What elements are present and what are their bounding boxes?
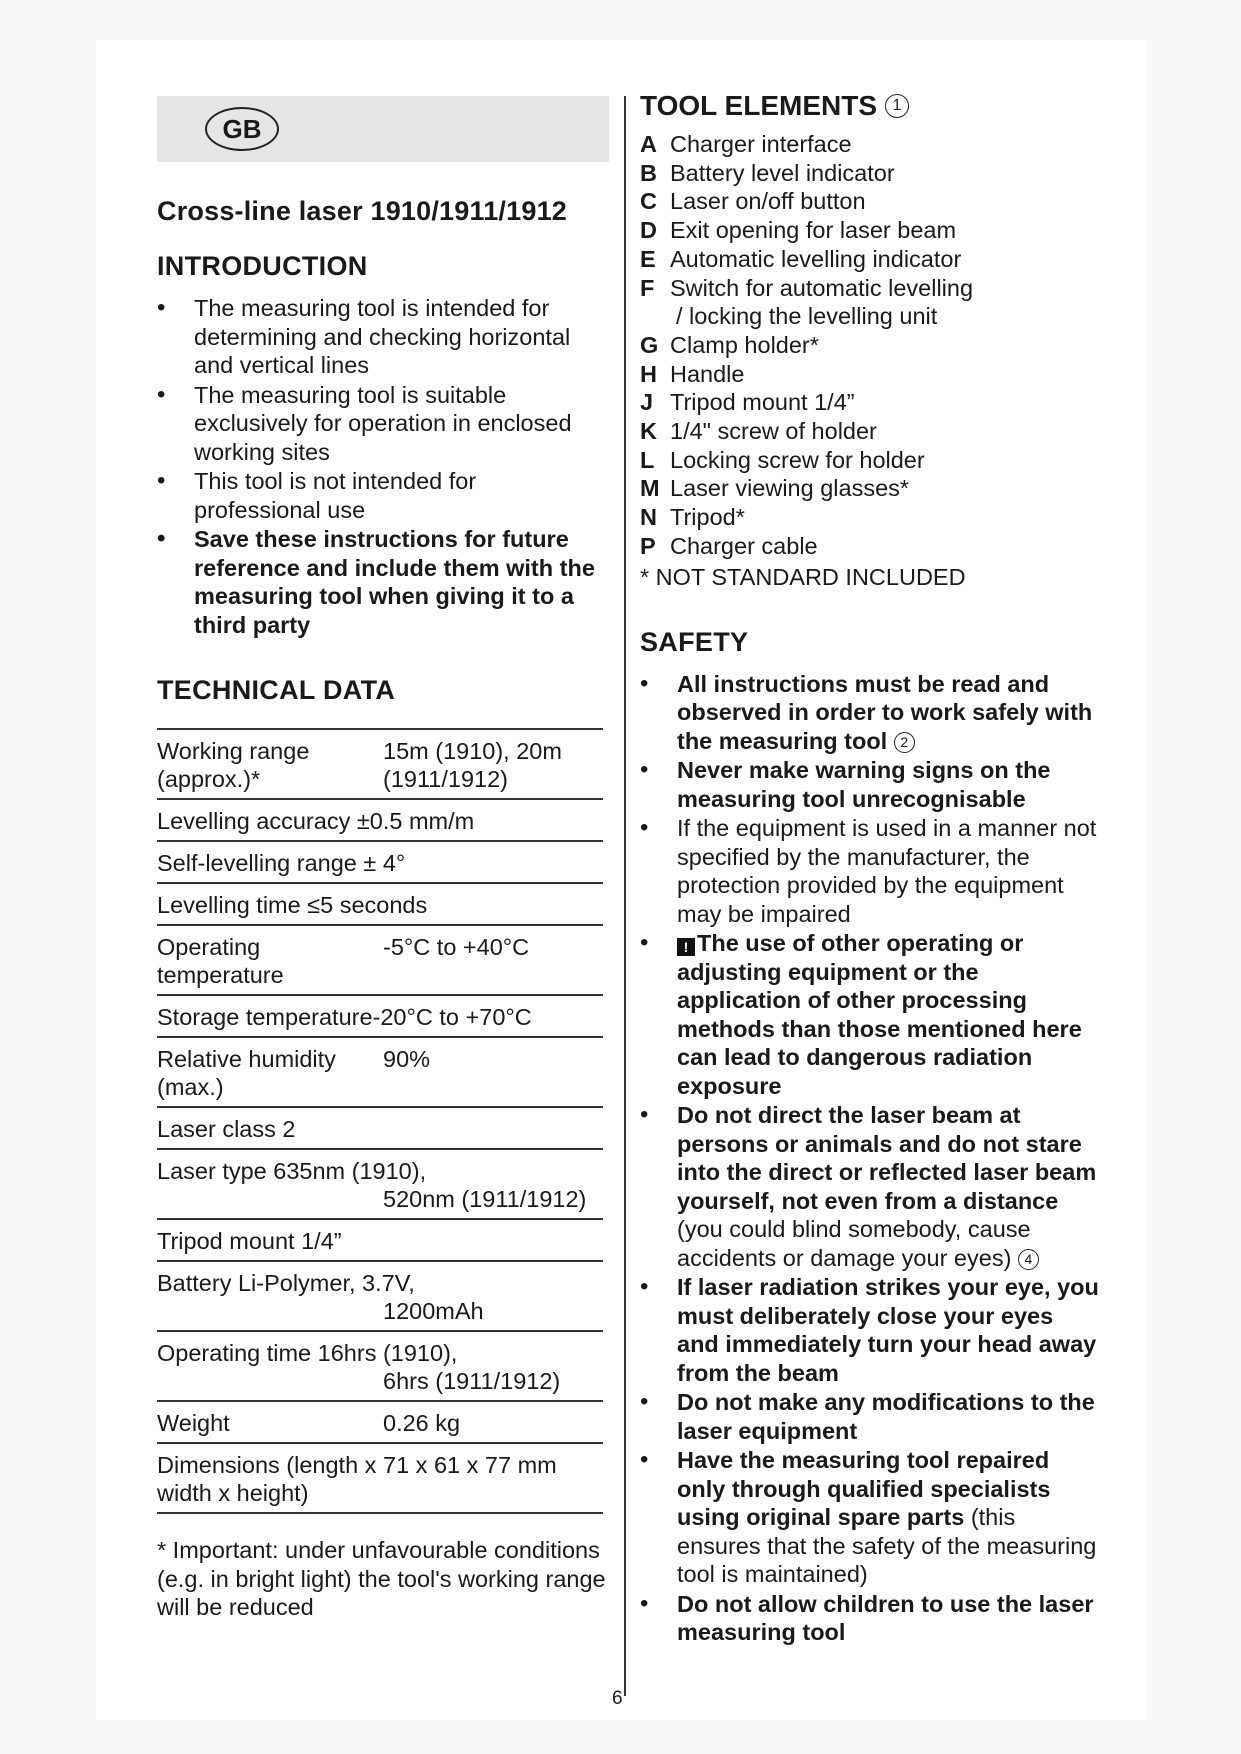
element-label: Tripod mount 1/4”: [670, 389, 855, 416]
element-label: Laser on/off button: [670, 188, 866, 215]
element-label: Battery level indicator: [670, 159, 895, 186]
element-letter: P: [640, 532, 656, 559]
safety-bold-text: All instructions must be read and observed in order to work safely with the measuring tool: [677, 670, 1093, 754]
table-row: [157, 799, 603, 841]
table-row: [157, 1107, 603, 1149]
spec-label: Levelling accuracy ±0.5 mm/m: [157, 799, 603, 841]
table-row: [157, 1261, 603, 1331]
list-item: [640, 245, 1100, 274]
list-item: [640, 814, 1100, 928]
element-label: Clamp holder*: [670, 331, 819, 358]
figure-ref-icon: 4: [1018, 1249, 1039, 1270]
list-item: [640, 159, 1100, 188]
spec-label: Levelling time ≤5 seconds: [157, 883, 603, 925]
list-item: [640, 1388, 1100, 1445]
element-letter: N: [640, 504, 657, 531]
list-item: [640, 756, 1100, 813]
figure-ref-icon: 2: [894, 732, 915, 753]
table-row: [157, 1219, 603, 1261]
spec-label: Operating time 16hrs (1910),: [157, 1340, 458, 1366]
safety-heading: SAFETY: [640, 626, 749, 657]
table-row: [157, 995, 603, 1037]
element-label: Tripod*: [670, 504, 745, 531]
spec-value: 15m (1910), 20m (1911/1912): [383, 729, 603, 799]
element-letter: D: [640, 217, 657, 244]
list-item: [640, 360, 1100, 389]
element-label: Charger cable: [670, 532, 818, 559]
table-row: [157, 1149, 603, 1219]
figure-ref-icon: 1: [885, 94, 909, 118]
safety-bold-text: Have the measuring tool repaired only through qualified specialists using original spare parts: [677, 1447, 1051, 1531]
element-label: 1/4" screw of holder: [670, 418, 877, 445]
table-row: [157, 925, 603, 995]
list-item: [640, 1101, 1100, 1272]
safety-text: (you could blind somebody, cause accidents or damage your eyes): [677, 1216, 1031, 1271]
element-letter: C: [640, 188, 657, 215]
spec-label: Working range (approx.)*: [157, 729, 383, 799]
list-item: • This tool is not intended for professional use: [157, 467, 609, 524]
table-row: [157, 841, 603, 883]
safety-bold-text: Do not direct the laser beam at persons or animals and do not stare into the direct or reflected laser beam yourself, not even from a distance: [677, 1102, 1097, 1214]
spec-value: 71 x 61 x 77 mm: [383, 1443, 603, 1513]
spec-label: Relative humidity (max.): [157, 1037, 383, 1107]
element-letter: H: [640, 360, 657, 387]
element-label: Charger interface: [670, 131, 852, 157]
list-item: [640, 446, 1100, 475]
language-badge: GB: [205, 107, 279, 151]
spec-label: Battery Li-Polymer, 3.7V,: [157, 1270, 415, 1296]
list-item: [640, 130, 1100, 159]
spec-label: Tripod mount 1/4”: [157, 1219, 603, 1261]
list-item: • The measuring tool is intended for determining and checking horizontal and vertical lines: [157, 294, 609, 380]
element-letter: E: [640, 245, 656, 272]
column-divider: [624, 96, 626, 1696]
introduction-list: [157, 294, 609, 639]
table-row: [157, 1401, 603, 1443]
spec-value: 6hrs (1911/1912): [383, 1368, 561, 1394]
element-letter: F: [640, 274, 655, 301]
list-item: [640, 417, 1100, 446]
list-item: • The measuring tool is suitable exclusively for operation in enclosed working sites: [157, 381, 609, 467]
laser-warning-icon: !: [677, 938, 695, 956]
element-letter: J: [640, 389, 654, 416]
list-item: [640, 1273, 1100, 1387]
list-item: [640, 1446, 1100, 1589]
list-item: [640, 532, 1100, 561]
table-row: [157, 729, 603, 799]
spec-value: 90%: [383, 1037, 603, 1107]
spec-cell: [157, 1261, 603, 1331]
safety-text: If the equipment is used in a manner not specified by the manufacturer, the protection provided by the equipment may be impaired: [677, 815, 1097, 927]
list-item: [640, 474, 1100, 503]
element-label: Switch for automatic levelling: [670, 274, 974, 301]
spec-value: 0.26 kg: [383, 1401, 603, 1443]
left-column: [157, 96, 609, 1622]
spec-cell: [157, 1149, 603, 1219]
safety-text: (this ensures that the safety of the measuring tool is maintained): [677, 1504, 1097, 1588]
safety-bold-text: Do not allow children to use the laser measuring tool: [677, 1590, 1094, 1646]
table-row: [157, 1443, 603, 1513]
language-band: [157, 96, 609, 162]
element-label: Exit opening for laser beam: [670, 217, 957, 244]
element-label: Automatic levelling indicator: [670, 245, 962, 272]
list-item: [640, 503, 1100, 532]
list-item-continuation: / locking the levelling unit: [676, 303, 938, 330]
spec-value: 520nm (1911/1912): [383, 1186, 587, 1212]
page-number: 6: [612, 1688, 623, 1709]
spec-label: Laser class 2: [157, 1107, 603, 1149]
not-included-note: * NOT STANDARD INCLUDED: [640, 563, 966, 590]
right-column: [640, 90, 1100, 1648]
technical-data-heading: TECHNICAL DATA: [157, 675, 396, 705]
safety-bold-text: Do not make any modifications to the laser equipment: [677, 1389, 1095, 1444]
element-label: Handle: [670, 360, 745, 387]
table-row: [157, 1037, 603, 1107]
tool-elements-title: TOOL ELEMENTS: [640, 90, 877, 121]
element-letter: M: [640, 475, 660, 502]
list-item: [640, 331, 1100, 360]
technical-footnote: * Important: under unfavourable conditions (e.g. in bright light) the tool's working range will be reduced: [157, 1537, 606, 1620]
spec-value: -5°C to +40°C: [383, 925, 603, 995]
list-item: [640, 1590, 1100, 1647]
table-row: [157, 1331, 603, 1401]
table-row: [157, 883, 603, 925]
list-item: • Save these instructions for future reference and include them with the measuring tool when giving it to a third party: [157, 525, 609, 639]
tool-elements-heading: [640, 90, 1100, 122]
list-item: [640, 929, 1100, 1100]
list-item: [640, 216, 1100, 245]
element-label: Locking screw for holder: [670, 446, 925, 473]
spec-label: Storage temperature-20°C to +70°C: [157, 995, 603, 1037]
spec-value: 1200mAh: [383, 1298, 484, 1324]
list-item: [640, 274, 1100, 303]
safety-list: [640, 670, 1100, 1647]
element-letter: G: [640, 331, 659, 358]
spec-label: Dimensions (length x width x height): [157, 1443, 383, 1513]
list-item: [640, 670, 1100, 756]
element-letter: A: [640, 131, 657, 157]
element-letter: L: [640, 446, 655, 473]
list-item: [640, 187, 1100, 216]
list-item: [640, 388, 1100, 417]
technical-data-table: [157, 728, 603, 1514]
safety-bold-text: The use of other operating or adjusting equipment or the application of other processing methods than those mentioned here can lead to dangerous radiation exposure: [677, 930, 1082, 1099]
element-letter: K: [640, 418, 657, 445]
product-title: Cross-line laser 1910/1911/1912: [157, 196, 568, 226]
element-label: Laser viewing glasses*: [670, 475, 910, 502]
spec-label: Operating temperature: [157, 925, 383, 995]
introduction-heading: INTRODUCTION: [157, 251, 368, 281]
spec-cell: [157, 1331, 603, 1401]
safety-bold-text: Never make warning signs on the measuring tool unrecognisable: [677, 757, 1051, 812]
spec-label: Self-levelling range ± 4°: [157, 841, 603, 883]
tool-elements-list: [640, 130, 1100, 561]
element-letter: B: [640, 159, 657, 186]
safety-bold-text: If laser radiation strikes your eye, you must deliberately close your eyes and immediately turn your head away from the beam: [677, 1274, 1099, 1386]
spec-label: Laser type 635nm (1910),: [157, 1158, 427, 1184]
spec-label: Weight: [157, 1401, 383, 1443]
